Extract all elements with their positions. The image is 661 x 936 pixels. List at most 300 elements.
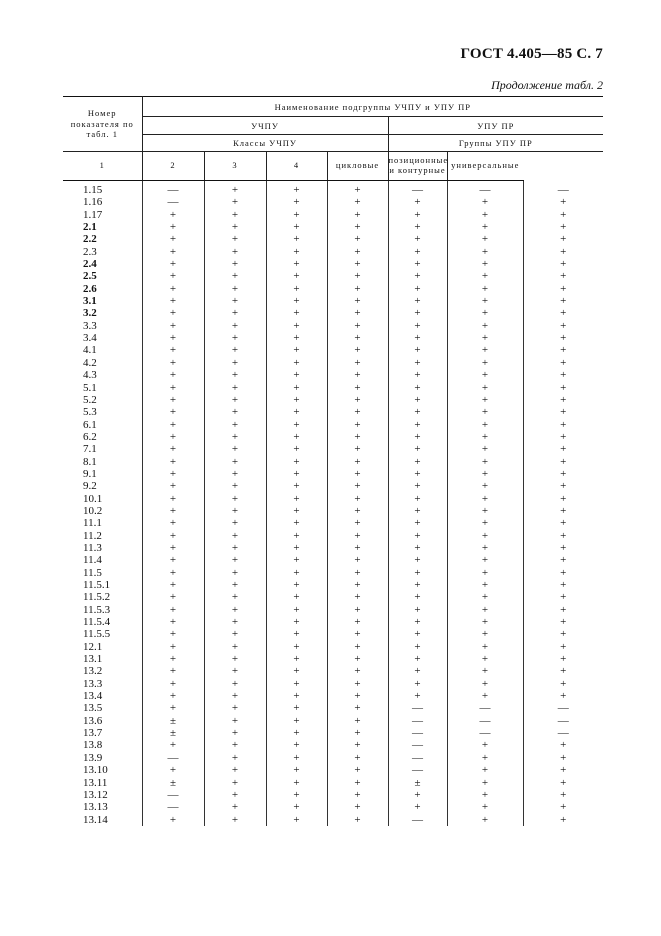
applicability-cell: + <box>142 628 204 640</box>
table-row <box>63 394 603 406</box>
table-header <box>63 97 603 181</box>
applicability-cell: + <box>266 715 327 727</box>
applicability-cell: + <box>266 702 327 714</box>
applicability-cell: — <box>142 752 204 764</box>
indicator-number: 13.13 <box>83 801 108 814</box>
applicability-cell: — <box>142 181 204 197</box>
applicability-cell: — <box>447 727 523 739</box>
applicability-cell: + <box>447 641 523 653</box>
applicability-cell: + <box>388 505 447 517</box>
applicability-cell: + <box>266 456 327 468</box>
applicability-cell: + <box>327 715 388 727</box>
applicability-cell: + <box>142 332 204 344</box>
table-row <box>63 690 603 702</box>
applicability-cell: + <box>388 406 447 418</box>
applicability-cell: + <box>266 209 327 221</box>
indicator-number: 13.10 <box>83 764 108 777</box>
applicability-cell: + <box>388 283 447 295</box>
applicability-cell: + <box>447 628 523 640</box>
applicability-cell: + <box>142 554 204 566</box>
applicability-cell: + <box>388 678 447 690</box>
applicability-cell: — <box>523 715 603 727</box>
applicability-cell: + <box>327 616 388 628</box>
applicability-cell: + <box>388 665 447 677</box>
applicability-cell: + <box>327 752 388 764</box>
applicability-cell: + <box>266 752 327 764</box>
indicator-number: 13.14 <box>83 813 108 826</box>
table-row <box>63 801 603 813</box>
table-row <box>63 604 603 616</box>
applicability-cell: + <box>447 406 523 418</box>
applicability-cell: + <box>204 332 266 344</box>
applicability-cell: + <box>266 382 327 394</box>
applicability-cell: + <box>523 456 603 468</box>
table-row <box>63 567 603 579</box>
applicability-cell: + <box>142 221 204 233</box>
applicability-cell: + <box>327 468 388 480</box>
indicator-number: 11.5 <box>83 566 102 579</box>
applicability-cell: + <box>327 641 388 653</box>
applicability-cell: + <box>523 690 603 702</box>
applicability-cell: + <box>327 196 388 208</box>
applicability-cell: + <box>142 320 204 332</box>
applicability-cell: — <box>523 702 603 714</box>
applicability-cell: + <box>204 382 266 394</box>
applicability-cell: + <box>204 789 266 801</box>
applicability-cell: + <box>523 320 603 332</box>
applicability-cell: + <box>142 814 204 826</box>
applicability-cell: + <box>388 530 447 542</box>
applicability-cell: + <box>388 653 447 665</box>
table-row <box>63 357 603 369</box>
applicability-cell: ± <box>142 715 204 727</box>
applicability-cell: + <box>266 567 327 579</box>
applicability-cell: + <box>523 270 603 282</box>
applicability-cell: + <box>327 295 388 307</box>
applicability-cell: + <box>327 270 388 282</box>
applicability-cell: + <box>327 690 388 702</box>
applicability-cell: + <box>204 814 266 826</box>
applicability-cell: + <box>142 431 204 443</box>
applicability-cell: + <box>388 567 447 579</box>
applicability-cell: + <box>204 468 266 480</box>
applicability-cell: + <box>204 456 266 468</box>
applicability-cell: + <box>523 394 603 406</box>
applicability-cell: + <box>447 678 523 690</box>
applicability-cell: + <box>447 320 523 332</box>
applicability-cell: + <box>204 307 266 319</box>
applicability-cell: + <box>266 653 327 665</box>
applicability-cell: — <box>388 715 447 727</box>
applicability-cell: + <box>388 480 447 492</box>
applicability-cell: + <box>204 530 266 542</box>
indicator-number: 6.1 <box>83 418 97 431</box>
table-row <box>63 246 603 258</box>
applicability-cell: + <box>388 295 447 307</box>
applicability-cell: + <box>204 727 266 739</box>
applicability-cell: + <box>266 616 327 628</box>
applicability-cell: + <box>266 517 327 529</box>
applicability-cell: + <box>204 591 266 603</box>
applicability-cell: + <box>266 690 327 702</box>
indicator-number: 11.5.1 <box>83 579 111 591</box>
applicability-cell: + <box>327 801 388 813</box>
applicability-cell: + <box>266 530 327 542</box>
indicator-number: 13.3 <box>83 677 103 690</box>
applicability-cell: + <box>523 628 603 640</box>
applicability-cell: + <box>142 739 204 751</box>
applicability-cell: + <box>388 307 447 319</box>
applicability-cell: + <box>447 616 523 628</box>
applicability-cell: + <box>447 752 523 764</box>
indicator-number: 13.9 <box>83 751 103 764</box>
applicability-cell: + <box>204 270 266 282</box>
applicability-cell: + <box>266 493 327 505</box>
table-row <box>63 505 603 517</box>
indicator-number: 5.3 <box>83 406 97 419</box>
applicability-cell: + <box>523 579 603 591</box>
applicability-cell: + <box>204 604 266 616</box>
applicability-cell: + <box>142 307 204 319</box>
applicability-cell: + <box>523 678 603 690</box>
table-row <box>63 579 603 591</box>
applicability-cell: + <box>327 320 388 332</box>
applicability-cell: + <box>204 653 266 665</box>
applicability-cell: + <box>266 419 327 431</box>
applicability-cell: + <box>447 690 523 702</box>
applicability-cell: + <box>523 517 603 529</box>
applicability-cell: + <box>204 406 266 418</box>
applicability-cell: + <box>447 789 523 801</box>
indicator-number: 13.2 <box>83 665 103 678</box>
applicability-cell: + <box>266 505 327 517</box>
applicability-cell: + <box>142 406 204 418</box>
applicability-cell: + <box>142 419 204 431</box>
applicability-cell: + <box>142 493 204 505</box>
applicability-cell: + <box>327 777 388 789</box>
applicability-cell: + <box>388 493 447 505</box>
applicability-cell: + <box>388 270 447 282</box>
applicability-cell: + <box>142 480 204 492</box>
applicability-cell: + <box>204 443 266 455</box>
applicability-cell: + <box>388 443 447 455</box>
indicator-number: 2.5 <box>83 270 97 283</box>
applicability-cell: + <box>204 616 266 628</box>
class-header-2: 2 <box>142 152 204 181</box>
applicability-cell: + <box>204 196 266 208</box>
subgroup-header: Наименование подгруппы УЧПУ и УПУ ПР <box>142 97 603 117</box>
table-row <box>63 221 603 233</box>
class-header-4: 4 <box>266 152 327 181</box>
applicability-cell: + <box>388 690 447 702</box>
applicability-cell: + <box>266 307 327 319</box>
applicability-cell: + <box>523 406 603 418</box>
applicability-cell: + <box>266 369 327 381</box>
indicator-number: 13.6 <box>83 714 103 727</box>
applicability-cell: + <box>266 727 327 739</box>
applicability-cell: + <box>204 369 266 381</box>
table-row <box>63 702 603 714</box>
indicator-number: 11.3 <box>83 541 102 554</box>
table-row <box>63 752 603 764</box>
table-row <box>63 616 603 628</box>
table-row <box>63 591 603 603</box>
classes-header: Классы УЧПУ <box>142 135 388 152</box>
applicability-cell: + <box>327 456 388 468</box>
applicability-cell: + <box>327 517 388 529</box>
applicability-cell: + <box>447 653 523 665</box>
applicability-cell: + <box>388 332 447 344</box>
applicability-cell: + <box>266 181 327 197</box>
applicability-cell: + <box>266 789 327 801</box>
table-row <box>63 406 603 418</box>
applicability-cell: + <box>327 702 388 714</box>
applicability-cell: + <box>327 246 388 258</box>
applicability-cell: + <box>327 344 388 356</box>
applicability-cell: + <box>266 431 327 443</box>
applicability-cell: + <box>327 628 388 640</box>
applicability-cell: + <box>327 678 388 690</box>
applicability-cell: + <box>388 628 447 640</box>
applicability-cell: + <box>388 468 447 480</box>
applicability-cell: + <box>523 604 603 616</box>
applicability-cell: + <box>142 270 204 282</box>
indicator-number: 3.1 <box>83 295 97 308</box>
indicator-number: 3.4 <box>83 332 97 345</box>
applicability-cell: + <box>204 320 266 332</box>
applicability-cell: + <box>447 567 523 579</box>
applicability-cell: + <box>266 739 327 751</box>
applicability-cell: + <box>142 591 204 603</box>
applicability-cell: + <box>447 801 523 813</box>
applicability-cell: + <box>523 468 603 480</box>
applicability-cell: + <box>523 653 603 665</box>
applicability-cell: + <box>142 382 204 394</box>
applicability-cell: + <box>447 456 523 468</box>
applicability-cell: + <box>523 258 603 270</box>
applicability-cell: + <box>204 764 266 776</box>
applicability-cell: + <box>142 579 204 591</box>
indicator-number: 1.15 <box>83 184 103 196</box>
applicability-cell: + <box>447 394 523 406</box>
applicability-cell: + <box>266 344 327 356</box>
indicator-number: 11.1 <box>83 517 102 530</box>
applicability-cell: + <box>204 628 266 640</box>
applicability-cell: + <box>142 209 204 221</box>
applicability-cell: + <box>266 258 327 270</box>
applicability-cell: + <box>388 246 447 258</box>
applicability-cell: + <box>388 344 447 356</box>
applicability-cell: + <box>266 221 327 233</box>
applicability-cell: + <box>266 332 327 344</box>
table-row <box>63 678 603 690</box>
applicability-cell: — <box>523 181 603 197</box>
applicability-cell: + <box>142 641 204 653</box>
applicability-cell: + <box>266 246 327 258</box>
applicability-cell: + <box>447 357 523 369</box>
table-row <box>63 181 603 197</box>
applicability-cell: + <box>523 777 603 789</box>
applicability-cell: + <box>204 258 266 270</box>
applicability-cell: + <box>142 604 204 616</box>
applicability-cell: + <box>327 764 388 776</box>
applicability-cell: + <box>142 456 204 468</box>
applicability-cell: + <box>204 394 266 406</box>
applicability-cell: + <box>142 530 204 542</box>
applicability-cell: + <box>388 801 447 813</box>
applicability-cell: + <box>523 739 603 751</box>
applicability-cell: + <box>523 344 603 356</box>
page-title: ГОСТ 4.405—85 С. 7 <box>460 46 603 62</box>
applicability-cell: + <box>142 678 204 690</box>
applicability-cell: + <box>327 814 388 826</box>
table-row <box>63 715 603 727</box>
applicability-cell: + <box>142 443 204 455</box>
applicability-cell: + <box>327 530 388 542</box>
applicability-cell: + <box>523 357 603 369</box>
table-row <box>63 258 603 270</box>
table-row <box>63 431 603 443</box>
table-row <box>63 665 603 677</box>
applicability-cell: + <box>388 196 447 208</box>
indicators-table <box>63 96 603 826</box>
applicability-cell: + <box>142 567 204 579</box>
applicability-cell: + <box>266 320 327 332</box>
applicability-cell: + <box>523 221 603 233</box>
applicability-cell: + <box>447 554 523 566</box>
applicability-cell: + <box>388 591 447 603</box>
table-row <box>63 196 603 208</box>
applicability-cell: ± <box>388 777 447 789</box>
applicability-cell: + <box>447 270 523 282</box>
applicability-cell: + <box>523 480 603 492</box>
indicator-number: 2.6 <box>83 282 97 295</box>
applicability-cell: + <box>523 369 603 381</box>
applicability-cell: + <box>447 283 523 295</box>
indicator-number: 3.2 <box>83 307 97 320</box>
applicability-cell: + <box>142 468 204 480</box>
applicability-cell: + <box>523 752 603 764</box>
applicability-cell: + <box>447 542 523 554</box>
applicability-cell: + <box>388 320 447 332</box>
applicability-cell: + <box>388 209 447 221</box>
applicability-cell: + <box>327 332 388 344</box>
applicability-cell: + <box>447 209 523 221</box>
upu-header: УПУ ПР <box>388 117 603 135</box>
indicator-number: 4.3 <box>83 369 97 382</box>
table-row <box>63 443 603 455</box>
applicability-cell: + <box>327 579 388 591</box>
applicability-cell: + <box>327 209 388 221</box>
indicator-number: 8.1 <box>83 455 97 468</box>
table-row <box>63 382 603 394</box>
applicability-cell: — <box>388 702 447 714</box>
indicator-number: 1.17 <box>83 208 103 221</box>
applicability-cell: + <box>204 344 266 356</box>
table-row <box>63 517 603 529</box>
applicability-cell: + <box>204 233 266 245</box>
applicability-cell: + <box>523 801 603 813</box>
indicator-number: 11.5.3 <box>83 603 111 616</box>
applicability-cell: + <box>523 542 603 554</box>
applicability-cell: + <box>266 604 327 616</box>
table-row <box>63 530 603 542</box>
applicability-cell: + <box>142 258 204 270</box>
indicator-number: 13.8 <box>83 739 103 752</box>
table-row <box>63 641 603 653</box>
table-row <box>63 727 603 739</box>
indicator-number: 13.12 <box>83 788 108 801</box>
applicability-cell: + <box>266 665 327 677</box>
applicability-cell: + <box>204 431 266 443</box>
applicability-cell: + <box>204 690 266 702</box>
indicator-number: 13.5 <box>83 702 103 715</box>
applicability-cell: + <box>447 258 523 270</box>
applicability-cell: + <box>447 493 523 505</box>
applicability-cell: + <box>327 394 388 406</box>
class-header-1: 1 <box>63 152 142 181</box>
table-row <box>63 814 603 826</box>
applicability-cell: + <box>523 283 603 295</box>
applicability-cell: + <box>142 357 204 369</box>
applicability-cell: + <box>204 665 266 677</box>
indicator-number: 13.7 <box>83 727 103 740</box>
indicator-number: 6.2 <box>83 430 97 443</box>
indicator-number: 2.4 <box>83 258 97 271</box>
applicability-cell: + <box>327 443 388 455</box>
table-row <box>63 764 603 776</box>
applicability-cell: + <box>327 406 388 418</box>
indicator-number: 12.1 <box>83 640 103 653</box>
applicability-cell: + <box>266 628 327 640</box>
applicability-cell: + <box>523 567 603 579</box>
applicability-cell: + <box>388 456 447 468</box>
indicator-number: 5.1 <box>83 381 97 394</box>
applicability-cell: + <box>523 493 603 505</box>
applicability-cell: + <box>204 246 266 258</box>
table-row <box>63 270 603 282</box>
indicator-number: 13.4 <box>83 690 103 703</box>
applicability-cell: + <box>388 369 447 381</box>
applicability-cell: — <box>388 764 447 776</box>
applicability-cell: + <box>388 431 447 443</box>
applicability-cell: + <box>523 431 603 443</box>
applicability-cell: + <box>447 233 523 245</box>
applicability-cell: + <box>204 702 266 714</box>
applicability-cell: + <box>204 221 266 233</box>
table-row <box>63 468 603 480</box>
applicability-cell: + <box>327 505 388 517</box>
applicability-cell: + <box>204 505 266 517</box>
class-header-3: 3 <box>204 152 266 181</box>
applicability-cell: + <box>204 542 266 554</box>
indicator-number: 4.1 <box>83 344 97 357</box>
applicability-cell: — <box>388 814 447 826</box>
applicability-cell: + <box>447 777 523 789</box>
indicator-number: 1.16 <box>83 196 103 209</box>
applicability-cell: + <box>204 579 266 591</box>
table-row <box>63 554 603 566</box>
applicability-cell: + <box>142 542 204 554</box>
applicability-cell: + <box>266 233 327 245</box>
group-header-positional-contour: позиционные и контурные <box>388 152 447 181</box>
applicability-cell: + <box>327 554 388 566</box>
applicability-cell: + <box>388 382 447 394</box>
groups-header: Группы УПУ ПР <box>388 135 603 152</box>
applicability-cell: + <box>266 554 327 566</box>
applicability-cell: + <box>327 604 388 616</box>
applicability-cell: + <box>523 591 603 603</box>
